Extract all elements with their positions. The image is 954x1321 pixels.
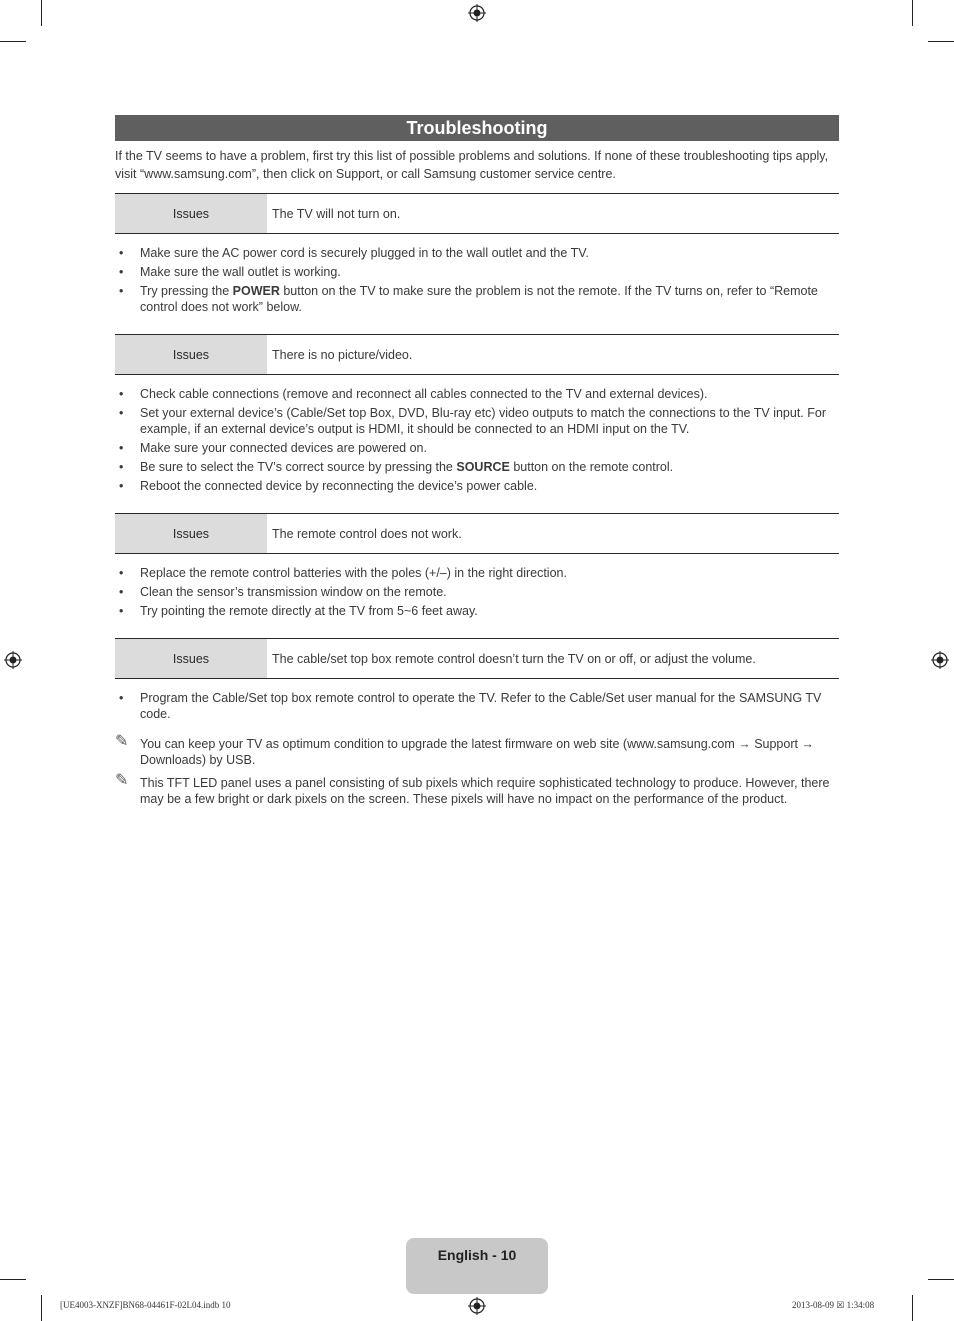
solution-text: Clean the sensor’s transmission window on the remote. <box>140 585 447 599</box>
solution-text: button on the TV to make sure the problem is not the remote. If the TV turns on, refer to “Remote control does not work” below. <box>140 284 818 314</box>
crop-mark <box>928 1279 954 1280</box>
issue-label: Issues <box>115 335 267 374</box>
solution-text: Check cable connections (remove and reconnect all cables connected to the TV and external devices). <box>140 387 708 401</box>
registration-mark-icon <box>931 651 949 669</box>
solution-text: Reboot the connected device by reconnecting the device’s power cable. <box>140 479 538 493</box>
solution-text: Try pressing the <box>140 284 233 298</box>
crop-mark <box>0 1279 26 1280</box>
solution-item <box>115 264 839 280</box>
note-item <box>115 772 839 807</box>
issues-list <box>115 193 839 722</box>
solution-text: Replace the remote control batteries with the poles (+/–) in the right direction. <box>140 566 567 580</box>
solution-list <box>115 245 839 315</box>
solution-text: Program the Cable/Set top box remote control to operate the TV. Refer to the Cable/Set user manual for the SAMSUNG TV code. <box>140 691 822 721</box>
solution-text: Make sure the wall outlet is working. <box>140 265 341 279</box>
footer-timestamp: 2013-08-09 ☒ 1:34:08 <box>792 1300 875 1310</box>
issue-description: The remote control does not work. <box>272 526 462 541</box>
solution-item <box>115 584 839 600</box>
solution-item <box>115 386 839 402</box>
page-number-tab <box>406 1238 548 1294</box>
pencil-note-icon: ✎ <box>115 772 129 789</box>
solution-text: Be sure to select the TV’s correct source by pressing the <box>140 460 457 474</box>
issue-label: Issues <box>115 194 267 233</box>
solution-text: Set your external device’s (Cable/Set top Box, DVD, Blu-ray etc) video outputs to match the connections to the TV input. For example, if an external device’s output is HDMI, it should be connected to an HDMI input on the TV. <box>140 406 826 436</box>
page-title: Troubleshooting <box>115 115 839 141</box>
issue-label: Issues <box>115 514 267 553</box>
issue-row <box>115 334 839 375</box>
note-text: This TFT LED panel uses a panel consisting of sub pixels which require sophisticated technology to produce. However, there may be a few bright or dark pixels on the screen. These pixels will have no impact on the performance of the product. <box>140 776 830 806</box>
pencil-note-icon: ✎ <box>115 733 129 750</box>
issue-description: The TV will not turn on. <box>272 206 401 221</box>
note-item <box>115 733 839 768</box>
issue-description: The cable/set top box remote control doesn’t turn the TV on or off, or adjust the volume. <box>272 651 756 666</box>
registration-mark-icon <box>468 1297 486 1315</box>
issue-label: Issues <box>115 639 267 678</box>
registration-mark-icon <box>4 651 22 669</box>
solution-item <box>115 459 839 475</box>
page-number: English - 10 <box>437 1247 517 1263</box>
troubleshooting-section <box>115 115 839 814</box>
solution-item <box>115 603 839 619</box>
crop-mark <box>928 41 954 42</box>
solution-item <box>115 478 839 494</box>
crop-mark <box>41 1295 42 1321</box>
solution-text: Make sure your connected devices are powered on. <box>140 441 427 455</box>
solution-text: Make sure the AC power cord is securely plugged in to the wall outlet and the TV. <box>140 246 589 260</box>
note-text: You can keep your TV as optimum condition to upgrade the latest firmware on web site (www.samsung.com → Support → Downloads) by USB. <box>140 737 814 767</box>
crop-mark <box>912 1295 913 1321</box>
issue-description: There is no picture/video. <box>272 347 413 362</box>
crop-mark <box>41 0 42 26</box>
solution-item <box>115 405 839 437</box>
intro-paragraph: If the TV seems to have a problem, first try this list of possible problems and solutions. If none of these troubleshooting tips apply, visit “www.samsung.com”, then click on Support, or call Samsung customer service centre. <box>115 149 829 181</box>
registration-mark-icon <box>468 4 486 22</box>
solution-item <box>115 440 839 456</box>
footer-file-info: [UE4003-XNZF]BN68-04461F-02L04.indb 10 <box>60 1300 231 1310</box>
button-name: SOURCE <box>456 460 510 474</box>
solution-text: button on the remote control. <box>509 460 674 474</box>
solution-item <box>115 283 839 315</box>
issue-row <box>115 638 839 679</box>
solution-item <box>115 245 839 261</box>
crop-mark <box>0 41 26 42</box>
crop-mark <box>912 0 913 26</box>
solution-item <box>115 690 839 722</box>
issue-row <box>115 513 839 554</box>
notes-list <box>115 733 839 807</box>
solution-item <box>115 565 839 581</box>
issue-row <box>115 193 839 234</box>
solution-list <box>115 565 839 619</box>
solution-list <box>115 386 839 494</box>
solution-list <box>115 690 839 722</box>
button-name: POWER <box>232 284 280 298</box>
solution-text: Try pointing the remote directly at the TV from 5~6 feet away. <box>140 604 478 618</box>
